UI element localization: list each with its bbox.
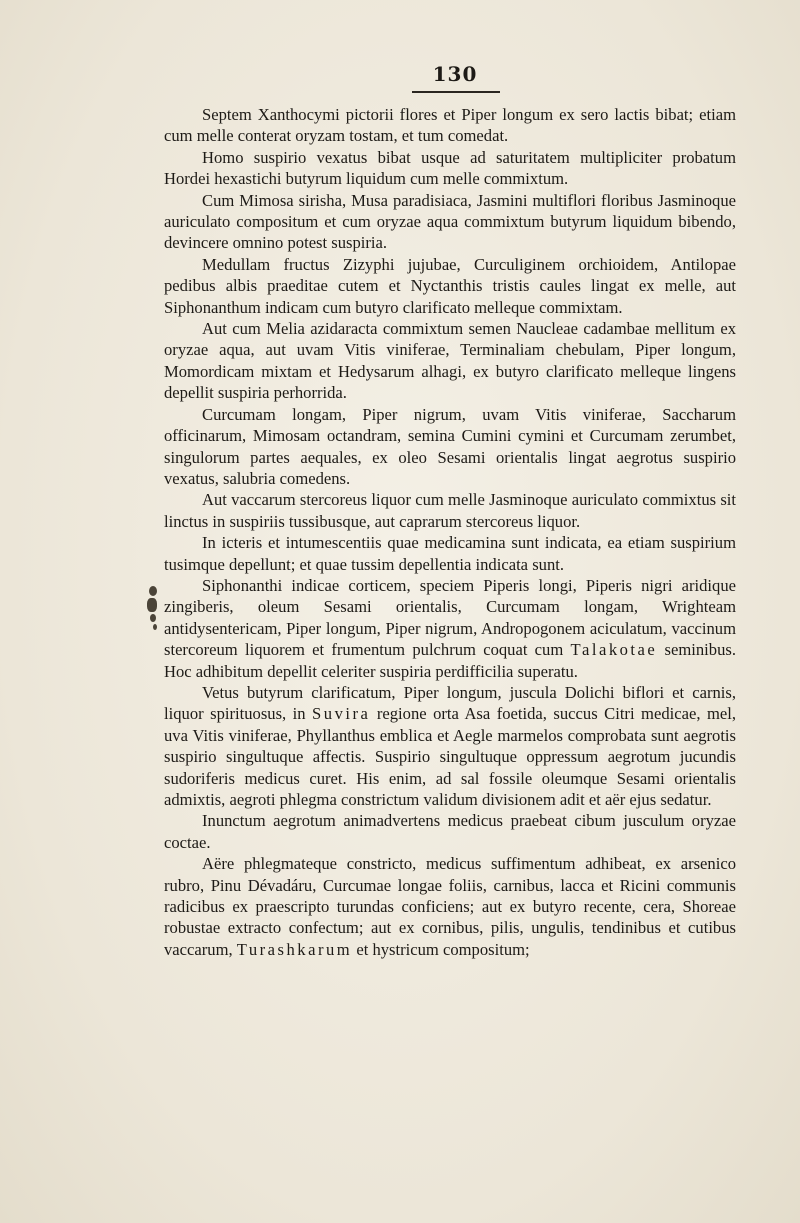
spaced-word: Talakotae (570, 640, 658, 660)
paragraph: Cum Mimosa sirisha, Musa paradisiaca, Jasmini multiflori floribus Jasminoque auriculato compositum et cum oryzae aqua commixtum butyrum liquidum bibendo, devincere omnino potest suspiria. (164, 190, 736, 253)
paragraph: Septem Xanthocymi pictorii flores et Piper longum ex sero lactis bibat; etiam cum melle conterat oryzam tostam, et tum comedat. (164, 105, 736, 146)
paragraph: Aut cum Melia azidaracta commixtum semen Naucleae cadambae mellitum ex oryzae aqua, aut uvam Vitis viniferae, Terminaliam chebulam, Piper longum, Momordicam mixtam et Hedysarum alhagi, ex butyro clarificato melleque lingens depellit suspiria perhorrida. (164, 319, 736, 403)
spaced-word: Suvira (312, 704, 371, 724)
paragraph: Medullam fructus Zizyphi jujubae, Curculiginem orchioidem, Antilopae pedibus albis praeditae cutem et Nyctanthis tristis caules lingat ex melle, aut Siphonanthum indicam cum butyro clarificato melleque commixtam. (164, 254, 736, 317)
margin-ink-mark (146, 582, 160, 634)
paragraph: Inunctum aegrotum animadvertens medicus praebeat cibum jusculum oryzae coctae. (164, 811, 736, 852)
paragraph: Vetus butyrum clarificatum, Piper longum, juscula Dolichi biflori et carnis, liquor spirituosus, in Suvira regione orta Asa foetida, succus Citri medicae, mel, uva Vitis viniferae, Phyllanthus emblica et Aegle marmelos comprobata sunt aegrotis suspirio singultuque affectis. Suspirio singultuque oppressum aegrotum jucundis sudoriferis medicus curet. His enim, ad sal fossile oleumque Sesami orientalis admixtis, aegroti phlegma constrictum validum divisionem adit et aër ejus sedatur. (164, 682, 736, 809)
paragraph: Aut vaccarum stercoreus liquor cum melle Jasminoque auriculato commixtus sit linctus in suspiriis tussibusque, aut caprarum stercoreus liquor. (164, 490, 736, 531)
paragraph: Curcumam longam, Piper nigrum, uvam Vitis viniferae, Saccharum officinarum, Mimosam octandram, semina Cumini cymini et Curcumam zerumbet, singulorum partes aequales, ex oleo Sesami orientalis lingat aegrotus suspirio vexatus, salubria comedens. (164, 404, 736, 488)
page-number: 130 (432, 62, 478, 86)
page-number-rule (412, 91, 500, 93)
paragraph: Siphonanthi indicae corticem, speciem Piperis longi, Piperis nigri aridique zingiberis, oleum Sesami orientalis, Curcumam longam, Wrighteam antidysentericam, Piper longum, Piper nigrum, Andropogonem aciculatum, vaccinum stercoreum liquorem et frumentum pulchrum coquat cum Talakotae seminibus. Hoc adhibitum depellit celeriter suspiria perdifficilia superatu. (164, 575, 736, 681)
paragraph: In icteris et intumescentiis quae medicamina sunt indicata, ea etiam suspirium tusimque depellunt; et quae tussim depellentia indicata sunt. (164, 533, 736, 574)
spaced-word: Turashkarum (236, 939, 353, 959)
paragraph: Aëre phlegmateque constricto, medicus suffimentum adhibeat, ex arsenico rubro, Pinu Dévadáru, Curcumae longae foliis, carnibus, lacca et Ricini communis radicibus ex praescripto turundas conficiens; aut ex butyro recente, cera, Shoreae robustae extracto confectum; aut ex cornibus, pilis, ungulis, tendinibus et cutibus vaccarum, Turashkarum et hystricum compositum; (164, 854, 736, 959)
body-text (164, 104, 736, 960)
paragraph: Homo suspirio vexatus bibat usque ad saturitatem multipliciter probatum Hordei hexastichi butyrum liquidum cum melle commixtum. (164, 147, 736, 189)
